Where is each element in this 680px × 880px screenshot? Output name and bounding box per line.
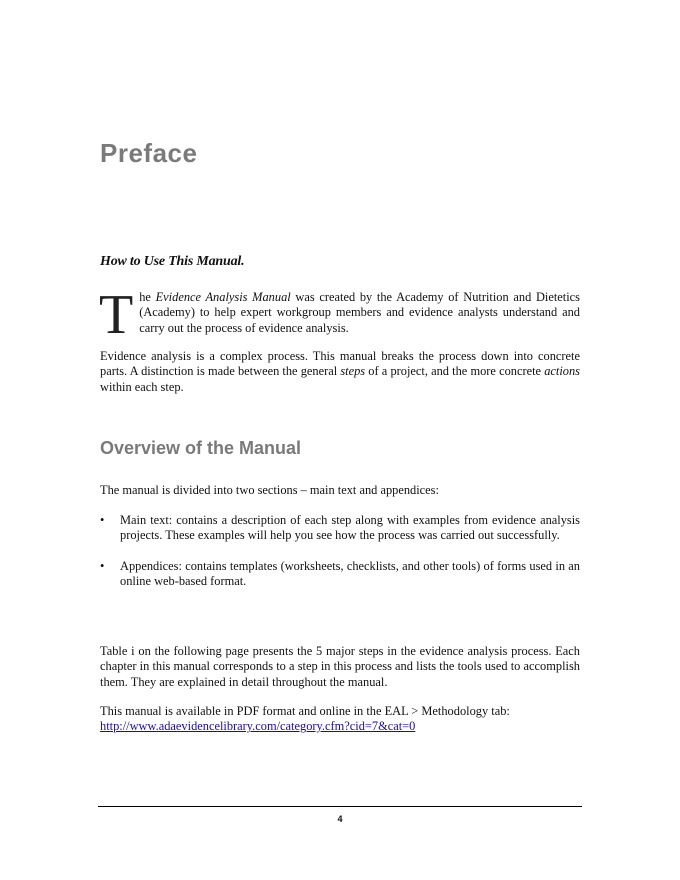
list-item-text: Main text: contains a description of each step along with examples from evidence analysis projects. These examples will help you see how the process was carried out successfully. <box>120 513 580 543</box>
manual-title-italic: Evidence Analysis Manual <box>155 290 291 304</box>
list-item <box>100 513 580 544</box>
availability-text: This manual is available in PDF format and online in the EAL > Methodology tab: <box>100 704 510 718</box>
drop-cap: T <box>99 284 134 346</box>
subheading-how-to-use: How to Use This Manual. <box>100 254 245 269</box>
paragraph-table-steps: Table i on the following page presents the 5 major steps in the evidence analysis process. Each chapter in this manual corresponds to a step in this process and lists the tools used to accomplish them. They are explained in detail throughout the manual. <box>100 644 580 689</box>
paragraph-complex-process <box>100 349 580 395</box>
paragraph-availability <box>100 704 580 735</box>
intro-text-rest: was created by the Academy of Nutrition and Dietetics (Academy) to help expert workgroup members and evidence analysts understand and carry out the process of evidence analysis. <box>139 290 580 335</box>
para2-part2: of a project, and the more concrete <box>365 364 545 379</box>
intro-text-start: he <box>139 290 156 304</box>
steps-italic: steps <box>340 364 366 379</box>
page-number: 4 <box>337 814 343 824</box>
para2-part3: within each step. <box>100 379 184 394</box>
actions-italic: actions <box>544 364 580 379</box>
list-item-text: Appendices: contains templates (worksheets, checklists, and other tools) of forms used in an online web-based format. <box>120 558 580 589</box>
bullet-list <box>100 513 580 590</box>
page-title: Preface <box>100 138 198 168</box>
intro-paragraph <box>99 284 580 346</box>
methodology-link[interactable]: http://www.adaevidencelibrary.com/category.cfm?cid=7&cat=0 <box>100 719 416 734</box>
bullet-icon: • <box>100 558 105 573</box>
list-item <box>100 559 580 590</box>
bullet-icon: • <box>100 513 105 527</box>
section-heading-overview: Overview of the Manual <box>100 438 302 458</box>
para2-part1: Evidence analysis is a complex process. This manual breaks the process down into concrete parts. A distinction is made between the general <box>100 349 580 379</box>
overview-intro: The manual is divided into two sections – main text and appendices: <box>100 483 439 497</box>
footer-divider <box>98 806 582 807</box>
